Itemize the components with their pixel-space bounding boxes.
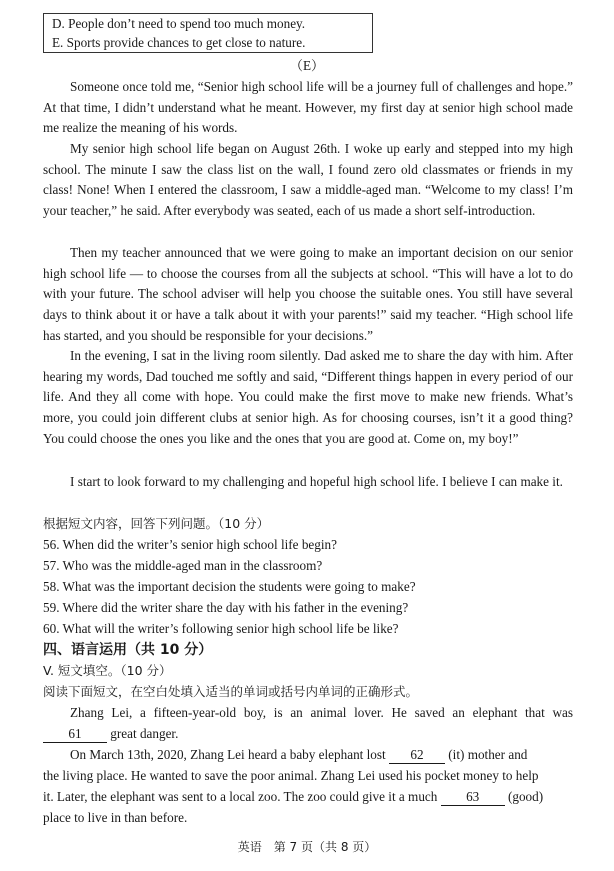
cloze-line-1 [43,703,573,724]
paragraph-2: My senior high school life began on August 26th. I woke up early and stepped into my high school. The minute I saw the class list on the wall, I found zero old classmates or friends in my class! None! When I entered the classroom, I saw a middle-aged man. “Welcome to my class! I’m your teacher,” he said. After everybody was seated, each of us made a short self-introduction. [43,141,573,219]
option-d: D. People don’t need to spend too much money. [52,16,306,31]
cloze-line-5 [43,787,573,808]
blank-62[interactable]: 62 [389,747,445,764]
cloze-text: great danger. [110,726,179,741]
question-60: 60. What will the writer’s following senior high school life be like? [43,621,399,636]
part-v-title: V. 短文填空。（10 分） [43,663,172,678]
paragraph-4: In the evening, I sat in the living room silently. Dad asked me to share the day with him. After hearing my words, Dad touched me softly and said, “Different things happen in every period of our life. And they all come with hope. You could make the first move to make new friends. What’s more, you could join different clubs at senior high. As for choosing courses, isn’t it a good thing? You could choose the ones you like and the ones that you are good at. Come on, my boy!” [43,348,573,446]
page-footer: 英语 第 7 页（共 8 页） [237,840,377,854]
question-58: 58. What was the important decision the students were going to make? [43,579,416,594]
cloze-line-4: the living place. He wanted to save the poor animal. Zhang Lei used his pocket money to help [43,768,539,783]
cloze-text: (it) mother and [448,747,528,762]
question-57: 57. Who was the middle-aged man in the classroom? [43,558,323,573]
section-heading: 四、语言运用（共 10 分） [43,642,213,658]
cloze-line-6: place to live in than before. [43,810,188,825]
cloze-line-2 [43,724,573,745]
options-box [43,13,373,53]
paragraph-3: Then my teacher announced that we were going to make an important decision on our senior high school life — to choose the courses from all the subjects at school. “This will have a lot to do with your future. The school adviser will help you choose the suitable ones. You still have several days to think about it or have a talk about it with your parents!” said my teacher. “High school life has started, and you should be responsible for your decisions.” [43,245,573,343]
passage-label: （E） [289,58,325,73]
cloze-text: (good) [507,789,544,804]
question-59: 59. Where did the writer share the day with his father in the evening? [43,600,409,615]
cloze-text: Zhang Lei, a fifteen-year-old boy, is an animal lover. He saved an elephant that was [70,705,573,720]
questions-instruction: 根据短文内容，回答下列问题。（10 分） [43,516,270,531]
blank-61[interactable]: 61 [43,726,107,743]
cloze-instruction: 阅读下面短文，在空白处填入适当的单词或括号内单词的正确形式。 [43,684,419,699]
paragraph-5: I start to look forward to my challenging and hopeful high school life. I believe I can make it. [70,474,563,489]
cloze-text: On March 13th, 2020, Zhang Lei heard a baby elephant lost [70,747,386,762]
option-e: E. Sports provide chances to get close to nature. [52,35,306,50]
blank-63[interactable]: 63 [441,789,505,806]
paragraph-1: Someone once told me, “Senior high school life will be a journey full of challenges and hope.” At that time, I didn’t understand what he meant. However, my first day at senior high school made me realize the meaning of his words. [43,79,573,136]
cloze-text: it. Later, the elephant was sent to a local zoo. The zoo could give it a much [43,789,438,804]
cloze-line-3 [43,745,573,766]
question-56: 56. When did the writer’s senior high school life begin? [43,537,337,552]
